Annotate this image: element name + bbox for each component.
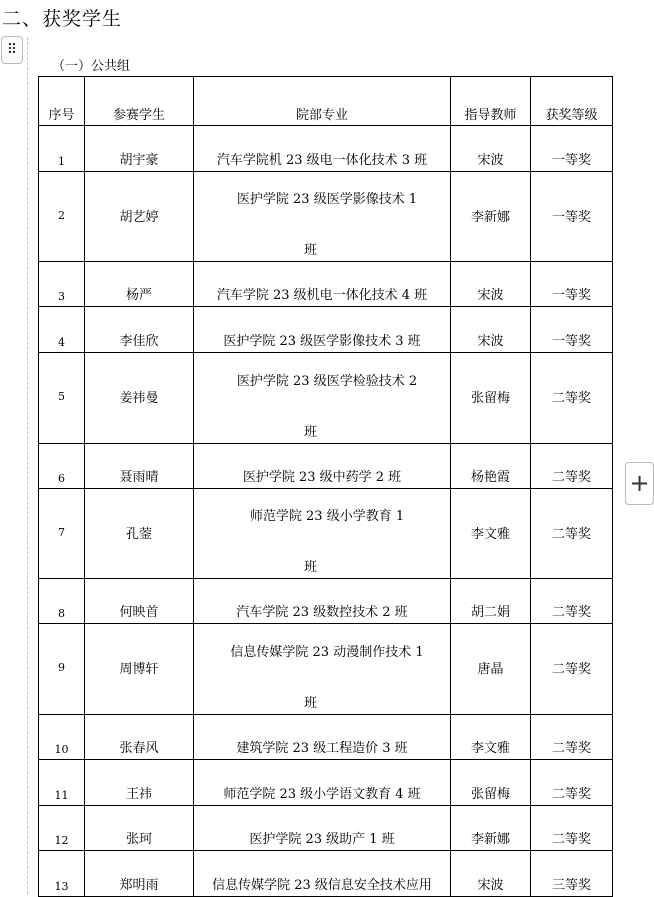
table-row: [39, 262, 613, 307]
header-award: 获奖等级: [531, 77, 613, 126]
cell-student: 孔蓥: [85, 489, 194, 579]
dept-wrap: [194, 178, 450, 258]
cell-teacher: 唐晶: [451, 624, 531, 715]
dept-line-2: 班: [304, 425, 318, 440]
table-row: [39, 579, 613, 624]
table-body: [39, 126, 613, 897]
cell-no: 2: [39, 172, 85, 262]
dept-line-1: 医护学院 23 级助产 1 班: [249, 832, 395, 847]
cell-student: 郑明雨: [85, 851, 194, 897]
cell-award: 三等奖: [531, 851, 613, 897]
cell-award: 二等奖: [531, 489, 613, 579]
cell-teacher: 李新娜: [451, 172, 531, 262]
header-student: 参赛学生: [85, 77, 194, 126]
cell-dept: [194, 353, 451, 444]
cell-student: 周博轩: [85, 624, 194, 715]
table-row: [39, 760, 613, 806]
cell-no: 5: [39, 353, 85, 444]
cell-dept: [194, 262, 451, 307]
cell-dept: [194, 806, 451, 851]
cell-award: 一等奖: [531, 172, 613, 262]
table-row: [39, 172, 613, 262]
plus-icon[interactable]: +: [625, 462, 654, 505]
dept-line-1: 建筑学院 23 级工程造价 3 班: [236, 741, 408, 756]
header-no: 序号: [39, 77, 85, 126]
cell-award: 二等奖: [531, 760, 613, 806]
cell-student: 王祎: [85, 760, 194, 806]
cell-no: 7: [39, 489, 85, 579]
cell-dept: [194, 624, 451, 715]
dept-line-1: 师范学院 23 级小学教育 1: [249, 509, 405, 524]
cell-teacher: 李文雅: [451, 489, 531, 579]
cell-award: 二等奖: [531, 444, 613, 489]
dept-line-1: 医护学院 23 级医学检验技术 2: [236, 374, 418, 389]
cell-no: 4: [39, 307, 85, 353]
dept-line-1: 汽车学院机 23 级电一体化技术 3 班: [216, 153, 428, 168]
cell-student: 胡艺婷: [85, 172, 194, 262]
dept-line-1: 医护学院 23 级中药学 2 班: [242, 470, 402, 485]
drag-handle-icon[interactable]: ⠿: [1, 36, 23, 64]
cell-no: 13: [39, 851, 85, 897]
cell-teacher: 张留梅: [451, 760, 531, 806]
table-row: [39, 624, 613, 715]
cell-student: 张珂: [85, 806, 194, 851]
cell-dept: [194, 760, 451, 806]
dept-line-1: 汽车学院 23 级数控技术 2 班: [236, 605, 408, 620]
cell-teacher: 杨艳霞: [451, 444, 531, 489]
cell-student: 姜祎曼: [85, 353, 194, 444]
cell-student: 张春风: [85, 715, 194, 760]
dept-line-2: 班: [304, 560, 318, 575]
dept-line-1: 信息传媒学院 23 级信息安全技术应用: [212, 878, 432, 893]
cell-student: 何映首: [85, 579, 194, 624]
cell-award: 二等奖: [531, 624, 613, 715]
section-heading: 二、获奖学生: [2, 8, 123, 30]
cell-award: 二等奖: [531, 579, 613, 624]
cell-teacher: 宋波: [451, 851, 531, 897]
dept-line-2: 班: [304, 243, 318, 258]
page-margin-guide: [27, 37, 28, 894]
cell-dept: [194, 579, 451, 624]
cell-teacher: 宋波: [451, 307, 531, 353]
cell-no: 3: [39, 262, 85, 307]
cell-dept: [194, 715, 451, 760]
cell-dept: [194, 851, 451, 897]
cell-no: 11: [39, 760, 85, 806]
awards-table: [38, 76, 613, 897]
table-row: [39, 126, 613, 172]
dept-line-1: 医护学院 23 级医学影像技术 1: [236, 192, 418, 207]
cell-award: 一等奖: [531, 307, 613, 353]
table-row: [39, 806, 613, 851]
cell-dept: [194, 172, 451, 262]
cell-no: 10: [39, 715, 85, 760]
cell-student: 杨严: [85, 262, 194, 307]
cell-student: 李佳欣: [85, 307, 194, 353]
dept-wrap: [194, 495, 450, 575]
cell-award: 一等奖: [531, 126, 613, 172]
dept-line-1: 信息传媒学院 23 动漫制作技术 1: [230, 645, 424, 660]
cell-award: 二等奖: [531, 715, 613, 760]
table-row: [39, 353, 613, 444]
table-row: [39, 489, 613, 579]
cell-teacher: 宋波: [451, 262, 531, 307]
dept-line-1: 师范学院 23 级小学语文教育 4 班: [223, 787, 421, 802]
cell-teacher: 宋波: [451, 126, 531, 172]
cell-award: 二等奖: [531, 353, 613, 444]
cell-award: 一等奖: [531, 262, 613, 307]
cell-teacher: 张留梅: [451, 353, 531, 444]
cell-no: 8: [39, 579, 85, 624]
cell-no: 6: [39, 444, 85, 489]
table-row: [39, 307, 613, 353]
cell-dept: [194, 444, 451, 489]
cell-award: 二等奖: [531, 806, 613, 851]
dept-line-2: 班: [304, 696, 318, 711]
cell-dept: [194, 126, 451, 172]
cell-dept: [194, 307, 451, 353]
cell-no: 9: [39, 624, 85, 715]
table-row: [39, 715, 613, 760]
cell-teacher: 李文雅: [451, 715, 531, 760]
dept-line-1: 医护学院 23 级医学影像技术 3 班: [223, 334, 421, 349]
header-teacher: 指导教师: [451, 77, 531, 126]
table-row: [39, 444, 613, 489]
cell-no: 12: [39, 806, 85, 851]
table-header-row: [39, 77, 613, 126]
table-row: [39, 851, 613, 897]
cell-student: 聂雨晴: [85, 444, 194, 489]
cell-student: 胡宇豪: [85, 126, 194, 172]
cell-teacher: 胡二娟: [451, 579, 531, 624]
dept-line-1: 汽车学院 23 级机电一体化技术 4 班: [216, 288, 428, 303]
cell-teacher: 李新娜: [451, 806, 531, 851]
dept-wrap: [194, 631, 450, 711]
cell-dept: [194, 489, 451, 579]
header-dept: 院部专业: [194, 77, 451, 126]
dept-wrap: [194, 360, 450, 440]
cell-no: 1: [39, 126, 85, 172]
group-title: （一）公共组: [52, 59, 131, 74]
